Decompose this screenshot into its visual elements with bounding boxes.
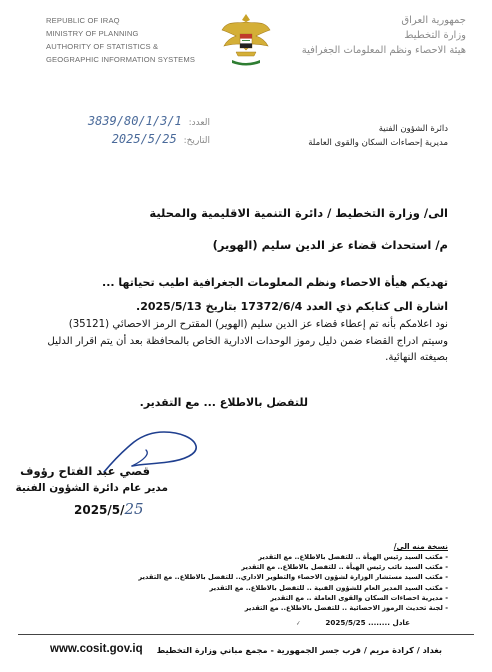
body-text-line: بصيغته النهائية. — [385, 352, 448, 363]
greeting: تهديكم هيأة الاحصاء ونظم المعلومات الجغرافية اطيب تحياتها ... — [102, 276, 448, 289]
copies-list-item: - مديرية احصاءات السكان والقوى العاملة .. مع التقدير — [270, 593, 448, 602]
subject-line: م/ استحداث قضاء عز الدين سليم (الهوير) — [212, 238, 448, 252]
footer-website-link[interactable]: www.cosit.gov.iq — [50, 643, 143, 655]
reference-number — [88, 114, 210, 128]
letterhead-ar-line: هيئة الاحصاء ونظم المعلومات الجغرافية — [301, 45, 466, 56]
letterhead-en-line: REPUBLIC OF IRAQ — [46, 16, 120, 25]
copies-footer-date: عادل ........ 2025/5/25 — [325, 618, 410, 627]
copies-list-item: - مكتب السيد المدير العام للشؤون الفنية .. للتفضل بالاطلاع.. مع التقدير — [209, 583, 448, 592]
reference-date-value: 2025/5/25 — [111, 132, 177, 146]
letterhead-en-line: MINISTRY OF PLANNING — [46, 29, 139, 38]
copies-title: نسخة منه الى/ — [393, 542, 448, 551]
letterhead-ar-line: جمهورية العراق — [401, 15, 466, 26]
iraq-eagle-emblem-icon — [220, 10, 272, 70]
reference-date — [112, 132, 210, 146]
reference-line: اشارة الى كتابكم ذي العدد 17372/6/4 بتاريخ 2025/5/13. — [136, 300, 448, 313]
footer-address: بغداد / كرادة مريم / قرب جسر الجمهورية - مجمع مباني وزارة التخطيط — [156, 645, 442, 655]
letterhead-ar-line: وزارة التخطيط — [404, 30, 466, 41]
reference-number-value: 3839/80/1/3/1 — [87, 114, 182, 128]
signatory-title: مدير عام دائرة الشؤون الفنية — [15, 482, 168, 494]
signatory-name: قصي عبد الفتاح رؤوف — [20, 464, 150, 478]
signature-date-handwritten: 25 — [124, 500, 144, 518]
department-name: دائرة الشؤون الفنية — [378, 124, 448, 134]
letterhead-en-line: GEOGRAPHIC INFORMATION SYSTEMS — [46, 55, 196, 64]
reference-date-label: التاريخ: — [183, 136, 210, 146]
letterhead-en-line: AUTHORITY OF STATISTICS & — [46, 42, 159, 51]
copies-list-item: - لجنة تحديث الرموز الاحصائية .. للتفضل بالاطلاع.. مع التقدير — [244, 604, 448, 613]
signature-date — [74, 500, 144, 518]
body-text-line: وسيتم ادراج القضاء ضمن دليل رموز الوحدات الادارية الخاص بالمحافظة بعد أن يتم اقرار الدليل — [47, 336, 448, 347]
copies-list-item: - مكتب السيد رئيس الهيأة .. للتفضل بالاطلاع.. مع التقدير — [258, 553, 448, 561]
handwritten-initials: ✓ — [295, 619, 302, 628]
arabic-letterhead — [296, 13, 466, 58]
copies-list — [138, 552, 448, 613]
reference-number-label: العدد: — [188, 118, 210, 128]
copies-list-item: - مكتب السيد نائب رئيس الهيأة .. للتفضل بالاطلاع.. مع التقدير — [241, 563, 448, 572]
body-text-line: نود اعلامكم بأنه تم إعطاء قضاء عز الدين سليم (الهوير) المقترح الرمز الاحصائي (35121) — [68, 319, 448, 330]
footer-divider — [18, 634, 474, 635]
english-letterhead — [46, 14, 195, 66]
addressee: الى/ وزارة التخطيط / دائرة التنمية الاقليمية والمحلية — [149, 206, 448, 220]
closing-line: للتفضل بالاطلاع ... مع التقدير. — [139, 396, 308, 409]
copies-list-item: - مكتب السيد مستشار الوزارة لشؤون الاحصاء والتطوير الاداري.. للتفضل بالاطلاع.. مع التقدير — [138, 573, 448, 582]
directorate-name: مديرية إحصاءات السكان والقوى العاملة — [308, 138, 448, 148]
signature-date-printed: 2025/5/ — [74, 503, 125, 517]
department-block — [308, 122, 448, 150]
